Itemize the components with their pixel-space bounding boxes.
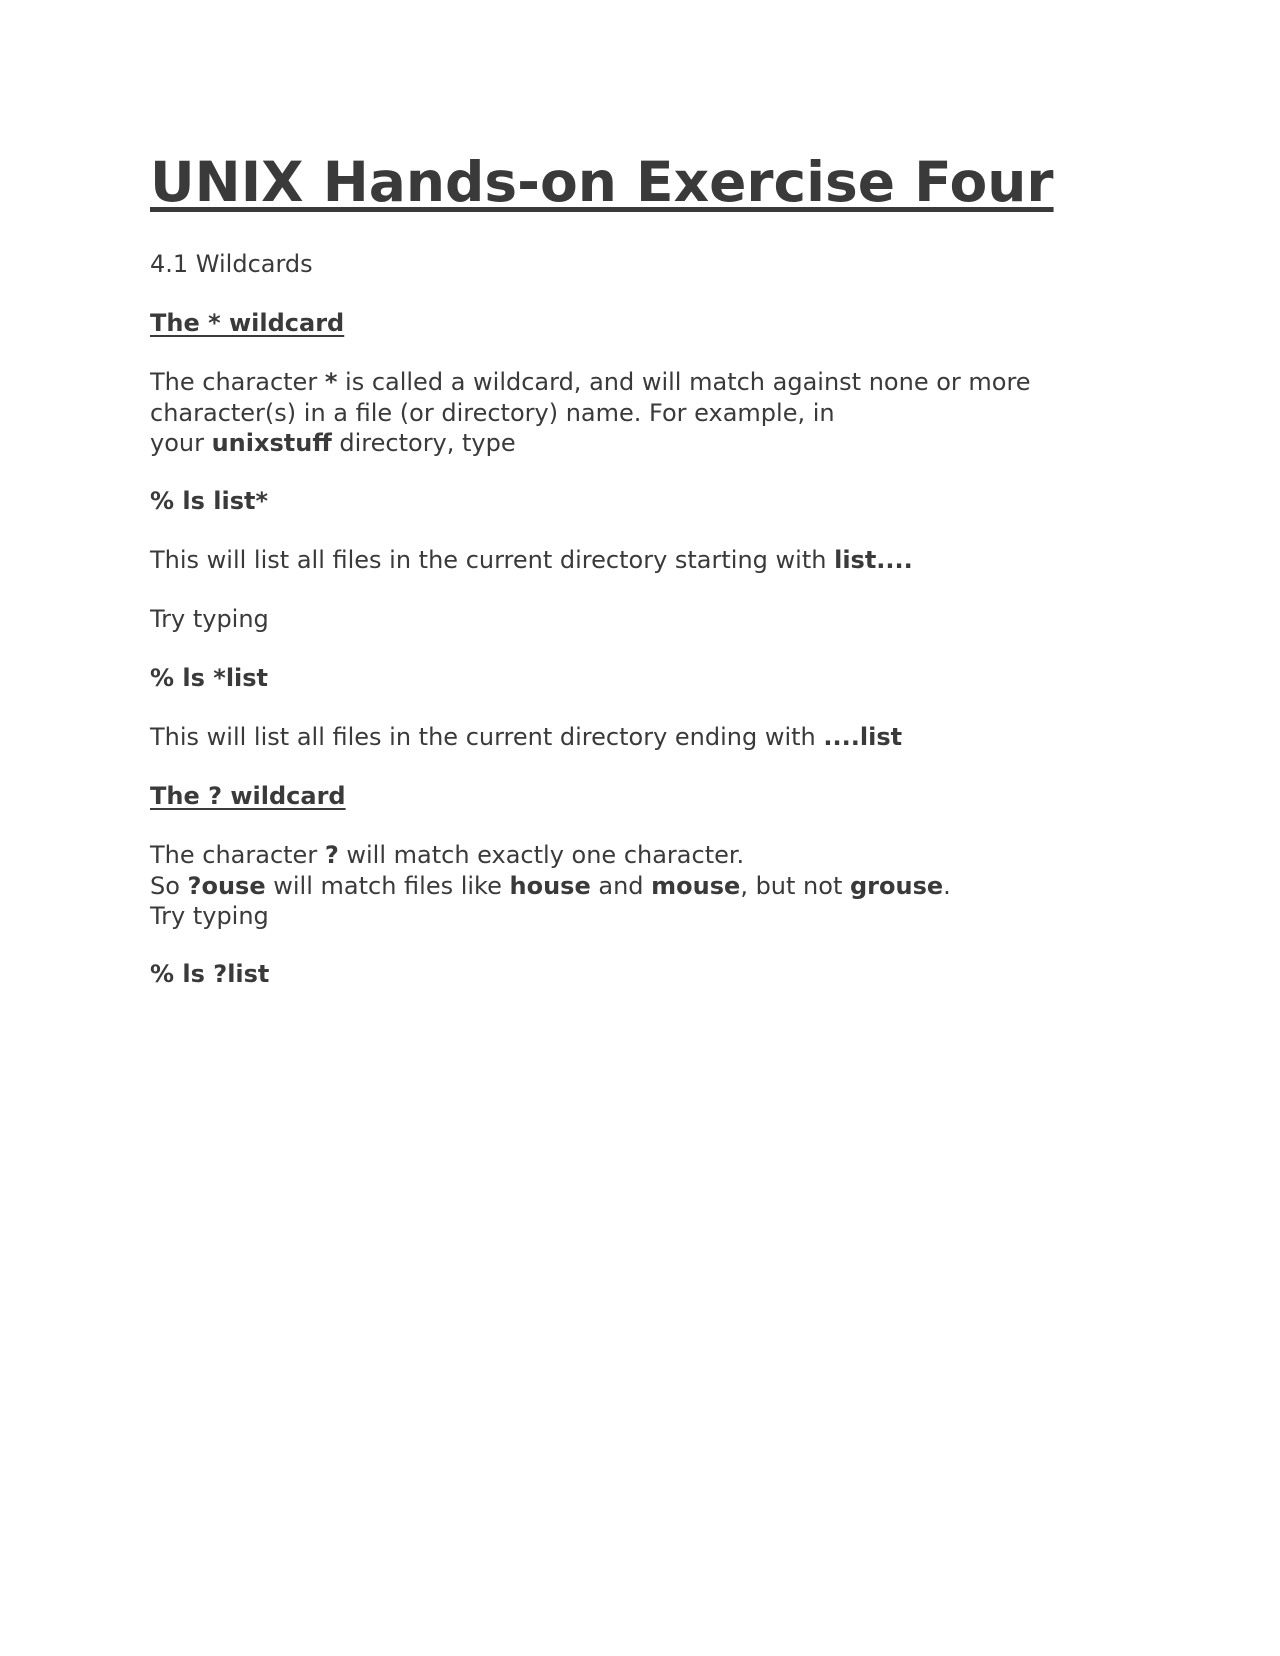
question-wildcard-heading: The ? wildcard [150, 782, 346, 810]
bold-span: list.... [834, 546, 913, 574]
text-span: directory, type [331, 429, 516, 457]
bold-span: * [324, 368, 338, 396]
paragraph-line: Try typing [150, 902, 269, 930]
page-title: UNIX Hands-on Exercise Four [150, 150, 1054, 214]
text-span: This will list all files in the current directory ending with [150, 723, 824, 751]
command-ls-question-list: % ls ?list [150, 960, 270, 988]
command-ls-list-star: % ls list* [150, 487, 269, 515]
paragraph-line [150, 840, 951, 871]
list-end-paragraph [150, 722, 902, 753]
bold-span: ?ouse [187, 871, 266, 900]
bold-span: house [509, 871, 591, 900]
paragraph-line: character(s) in a file (or directory) name. For example, in [150, 398, 835, 427]
text-span: will match exactly one character. [338, 841, 745, 869]
text-span: will match files like [265, 871, 510, 900]
paragraph-line [150, 428, 1031, 459]
text-span: . [943, 871, 951, 900]
star-wildcard-paragraph [150, 367, 1031, 459]
bold-span: ....list [823, 723, 903, 751]
command-ls-star-list: % ls *list [150, 664, 269, 692]
bold-span: unixstuff [211, 429, 332, 457]
bold-span: ? [324, 841, 339, 869]
text-span: This will list all files in the current directory starting with [150, 546, 835, 574]
bold-span: mouse [651, 871, 741, 900]
question-wildcard-paragraph [150, 840, 951, 932]
star-wildcard-heading: The * wildcard [150, 309, 345, 337]
bold-span: grouse [850, 871, 944, 900]
document-page [150, 150, 1150, 214]
text-span: The character [150, 368, 325, 396]
text-span: , but not [740, 871, 850, 900]
text-span: The character [150, 841, 325, 869]
text-span: is called a wildcard, and will match against none or more [337, 368, 1031, 396]
text-span: So [150, 871, 188, 900]
try-typing-1: Try typing [150, 605, 269, 633]
paragraph-line [150, 871, 951, 902]
paragraph-line [150, 367, 1031, 398]
text-span: your [150, 429, 212, 457]
text-span: and [590, 871, 652, 900]
list-start-paragraph [150, 545, 913, 576]
section-heading: 4.1 Wildcards [150, 250, 313, 278]
